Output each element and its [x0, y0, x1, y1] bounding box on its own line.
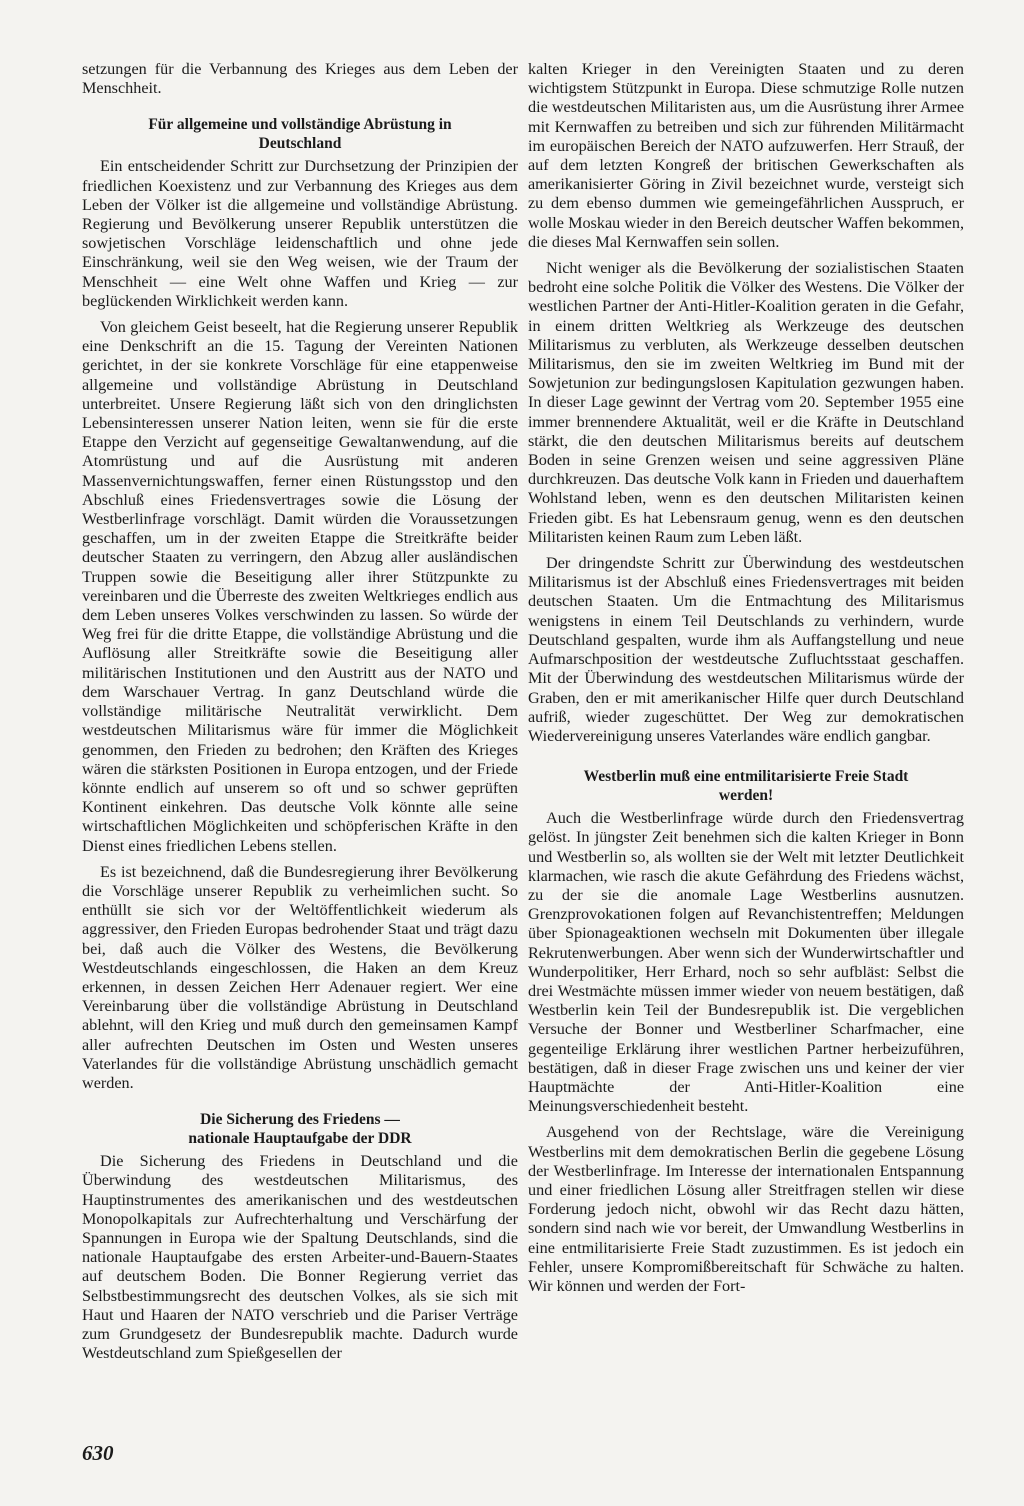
paragraph: Auch die Westberlinfrage würde durch den Friedensvertrag gelöst. In jüngster Zeit benehmen sich die kalten Krieger in Bonn und Westberlin so, als wollten sie der Welt mit letzter Deutlichkeit klarmachen, wie rasch die akute Gefährdung des Friedens wächst, zu der sie die anomale Lage Westberlins ausnutzen. Grenzprovokationen folgen auf Revanchistentreffen; Meldungen über Spionageaktionen wechseln mit Dokumenten über illegale Rekrutenwerbungen. Aber wenn sich der Wunderwirtschaftler und Wunderpolitiker, Herr Erhard, noch so sehr aufbläst: Selbst die drei Westmächte müssen immer wieder von neuem bestätigen, daß Westberlin kein Teil der Bundesrepublik ist. Die vergeblichen Versuche der Bonner und Westberliner Scharfmacher, eine gegenteilige Erklärung ihrer westlichen Partner herbeizuführen, bestätigen, daß in dieser Frage zwischen uns und keiner der vier Hauptmächte der Anti-Hitler-Koalition eine Meinungsverschiedenheit besteht. [528, 809, 964, 1116]
paragraph: Von gleichem Geist beseelt, hat die Regierung unserer Republik eine Denkschrift an die 15. Tagung der Vereinten Nationen gerichtet, in der sie konkrete Vorschläge für eine etappenweise allgemeine und vollständige Abrüstung in Deutschland unterbreitet. Unsere Regierung läßt sich von den dringlichsten Lebensinteressen unserer Nation leiten, wenn sie für die erste Etappe den Verzicht auf gegenseitige Gewaltanwendung, auf die Atomrüstung und auf die Ausrüstung mit anderen Massenvernichtungswaffen, ferner einen Rüstungsstop und den Abschluß eines Friedensvertrages sowie die Lösung der Westberlinfrage vorschlägt. Damit würden die Voraussetzungen geschaffen, um in der zweiten Etappe die Streitkräfte beider deutscher Staaten zu verringern, den Abzug aller ausländischen Truppen sowie die Beseitigung aller ihrer Stützpunkte zu vereinbaren und die Überreste des zweiten Weltkrieges endlich aus dem Leben unseres Volkes verschwinden zu lassen. So würde der Weg frei für die dritte Etappe, die vollständige Abrüstung und die Auflösung aller Streitkräfte sowie die Beseitigung aller militärischen Institutionen und den Austritt aus der NATO und dem Warschauer Vertrag. In ganz Deutschland würde die vollständige militärische Neutralität verwirklicht. Dem westdeutschen Militarismus wäre für immer die Möglichkeit genommen, den Frieden zu bedrohen; den Kräften des Krieges wären die stärksten Positionen in Europa entzogen, und der Friede könnte endlich auf unserem so oft und so schwer geprüften Kontinent einkehren. Das deutsche Volk könnte alle seine wirtschaftlichen Möglichkeiten und schöpferischen Kräfte in den Dienst eines friedlichen Lebens stellen. [82, 318, 518, 855]
paragraph: Nicht weniger als die Bevölkerung der sozialistischen Staaten bedroht eine solche Politik die Völker des Westens. Die Völker der westlichen Partner der Anti-Hitler-Koalition geraten in die Gefahr, in einem dritten Weltkrieg als Werkzeuge des deutschen Militarismus zu verbluten, als Werkzeuge desselben deutschen Militarismus, den sie im zweiten Weltkrieg im Bund mit der Sowjetunion zur bedingungslosen Kapitulation gezwungen haben. In dieser Lage gewinnt der Vertrag vom 20. September 1955 eine immer brennendere Aktualität, weil er die Kräfte in Deutschland stärkt, die den deutschen Militarismus bereits auf deutschem Boden in seine Grenzen weisen und seine aggressiven Pläne durchkreuzen. Das deutsche Volk kann in Frieden und dauerhaftem Wohlstand leben, wenn es den deutschen Militaristen keinen Frieden gibt. Es hat Lebensraum genug, wenn es den deutschen Militaristen keinen Raum zum Leben läßt. [528, 259, 964, 546]
section-heading: Für allgemeine und vollständige Abrüstung in Deutschland [148, 116, 452, 152]
paragraph: Ein entscheidender Schritt zur Durchsetzung der Prinzipien der friedlichen Koexistenz und zur Verbannung des Krieges aus dem Leben der Völker ist die allgemeine und vollständige Abrüstung. Regierung und Bevölkerung unserer Republik unterstützen die sowjetischen Vorschläge leidenschaftlich und ohne jede Einschränkung, weil sie den Weg weisen, wie der Traum der Menschheit — eine Welt ohne Waffen und Krieg — zur beglückenden Wirklichkeit werden kann. [82, 157, 518, 310]
paragraph: setzungen für die Verbannung des Krieges aus dem Leben der Menschheit. [82, 60, 518, 98]
section-heading [112, 1111, 488, 1148]
section-heading-line: Die Sicherung des Friedens — [200, 1111, 400, 1129]
page-number: 630 [82, 1441, 114, 1465]
left-column [82, 60, 518, 1370]
paragraph: Es ist bezeichnend, daß die Bundesregierung ihrer Bevölkerung die Vorschläge unserer Republik zu verheimlichen sucht. So enthüllt sie sich vor der Weltöffentlichkeit wiederum als aggressiver, den Frieden Europas bedrohender Staat und trägt dazu bei, daß auch die Völker des Westens, die Bevölkerung Westdeutschlands eingeschlossen, die Haken an dem Kreuz erkennen, in dessen Zeichen Herr Adenauer regiert. Wer eine Vereinbarung über die vollständige Abrüstung in Deutschland ablehnt, will den Krieg und muß durch den gemeinsamen Kampf aller aufrechten Deutschen im Osten und Westen unseres Vaterlandes für die vollständige Abrüstung unschädlich gemacht werden. [82, 862, 518, 1092]
paragraph: kalten Krieger in den Vereinigten Staaten und zu deren wichtigstem Stützpunkt in Europa. Diese schmutzige Rolle nutzen die westdeutschen Militaristen aus, um die Ausrüstung ihrer Armee mit Kernwaffen zu betreiben und sich zur führenden Militärmacht im europäischen Bereich der NATO aufzuwerfen. Herr Strauß, der auf dem letzten Kongreß der britischen Gewerkschaften als amerikanisierter Göring in Zivil bezeichnet wurde, versteigt sich zu dem ebenso dummen wie gemeingefährlichen Ausspruch, er wolle Moskau wieder in den Bereich deutscher Waffen bekommen, die dieses Mal Kernwaffen sein sollen. [528, 60, 964, 251]
paragraph: Die Sicherung des Friedens in Deutschland und die Überwindung des westdeutschen Militarismus, des Hauptinstrumentes des amerikanischen und des westdeutschen Monopolkapitals zur Aufrechterhaltung und Verschärfung der Spannungen in Europa wie der Spaltung Deutschlands, sind die nationale Hauptaufgabe des ersten Arbeiter-und-Bauern-Staates auf deutschem Boden. Die Bonner Regierung verriet das Selbstbestimmungsrecht des deutschen Volkes, als sie sich mit Haut und Haaren der NATO verschrieb und die Pariser Verträge zum Grundgesetz der Bundesrepublik machte. Dadurch wurde Westdeutschland zum Spießgesellen der [82, 1152, 518, 1363]
section-heading: Westberlin muß eine entmilitarisierte Freie Stadt werden! [583, 768, 909, 804]
right-column [528, 60, 964, 1303]
paragraph: Ausgehend von der Rechtslage, wäre die Vereinigung Westberlins mit dem demokratischen Berlin die gegebene Lösung der Westberlinfrage. Im Interesse der internationalen Entspannung und einer friedlichen Lösung aller Streitfragen stellen wir diese Forderung jedoch nicht, obwohl wir das Recht dazu hätten, sondern sind nach wie vor bereit, der Umwandlung Westberlins in eine entmilitarisierte Freie Stadt zuzustimmen. Es ist jedoch ein Fehler, unsere Kompromißbereitschaft für Schwäche zu halten. Wir können und werden der Fort- [528, 1123, 964, 1295]
paragraph: Der dringendste Schritt zur Überwindung des westdeutschen Militarismus ist der Abschluß eines Friedensvertrages mit beiden deutschen Staaten. Um die Entmachtung des Militarismus wenigstens in einem Teil Deutschlands zu verhindern, wurde Deutschland gespalten, wurde ihm als Auffangstellung und neue Aufmarschposition der westdeutsche Zufluchtsstaat geschaffen. Mit der Überwindung des westdeutschen Militarismus würde der Graben, den er mit amerikanischer Hilfe quer durch Deutschland aufriß, wieder zugeschüttet. Der Weg zur demokratischen Wiedervereinigung unseres Vaterlandes wäre endlich gangbar. [528, 554, 964, 745]
section-heading-line: nationale Hauptaufgabe der DDR [188, 1129, 412, 1147]
